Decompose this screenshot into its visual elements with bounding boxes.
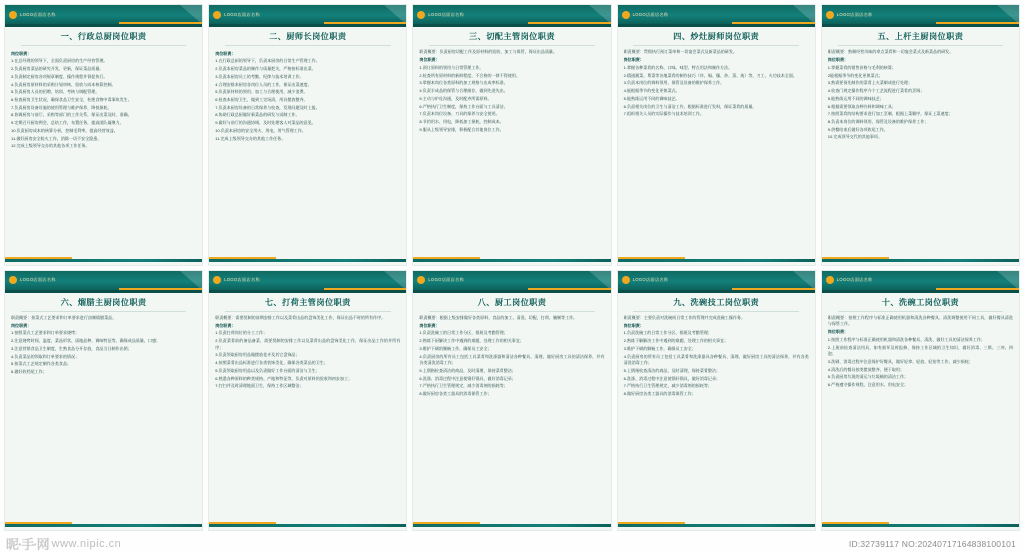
card-body xyxy=(618,49,815,253)
watermark-logo: 昵·手·网 xyxy=(6,537,49,552)
body-line: 2.上班前检查清洁用具，如有损坏及时报修，保持工作区域的卫生知识，做好消毒、三斯、三冲、四泡； xyxy=(827,344,1013,357)
title-divider xyxy=(225,311,391,312)
body-line: 岗位职责： xyxy=(623,57,644,63)
title-divider xyxy=(225,45,391,46)
footer-bar xyxy=(209,259,406,262)
poster-card xyxy=(208,4,407,266)
body-line: 6.负责相关岗位的卫生与清洁工作，根据标准进行发料，保证菜肴的质量。 xyxy=(623,103,757,109)
card-body xyxy=(209,49,406,253)
body-line: 5.主动与炉灶沟通，及时配齐所需原料。 xyxy=(419,95,492,101)
body-line: 岗位职责： xyxy=(827,57,849,63)
body-line: 3.负责本岗位的调料领用、保管及设备的维护保养工作。 xyxy=(623,80,725,86)
logo-label: LOGO店面店名称 xyxy=(224,11,260,17)
body-line: 11.做好厨房安全防火工作，消除一切不安全隐患。 xyxy=(11,135,102,141)
footer-bar xyxy=(822,259,1019,262)
body-line: 1.预订原料的领用与日常管理工作。 xyxy=(419,64,484,70)
logo-dot-icon xyxy=(9,276,17,284)
body-line: 5.负责领取厨房用品以及负责做好工作台面的清洁与卫生； xyxy=(215,367,320,373)
card-title: 六、熘腊主厨岗位职责 xyxy=(60,297,147,307)
footer-bar xyxy=(822,524,1019,527)
card-title: 五、上杆主厨岗位职责 xyxy=(877,32,964,41)
card-footer-decor xyxy=(618,253,815,265)
body-line: 2.检查所有原材料的新鲜程度，不合格的一律不得使用。 xyxy=(419,72,520,78)
body-line: 职责概要：按菜式工艺要求和订单要求进行卤制熘腊菜品。 xyxy=(11,314,117,320)
body-line: 10.负责厨房成本的核算分析，控制毛利率，提高经营效益。 xyxy=(11,127,118,133)
card-title: 一、行政总厨岗位职责 xyxy=(60,32,147,41)
body-line: 3.掌握本岗位各类原料的加工规格与出成率标准。 xyxy=(419,80,508,86)
logo-dot-icon xyxy=(622,276,630,284)
footer-bar xyxy=(5,259,202,262)
body-line: 9.服从上级领导安排，积极配合其他岗位工作。 xyxy=(419,126,504,132)
poster-card xyxy=(821,270,1020,532)
accent-strip xyxy=(936,288,1019,290)
footer-bar xyxy=(413,259,610,262)
title-divider xyxy=(429,45,595,46)
accent-strip xyxy=(936,22,1019,24)
body-line: 1.负责打荷岗位的分工工作； xyxy=(215,330,268,336)
title-divider xyxy=(633,311,799,312)
body-line: 3.负责领取厨房用品做摆放花卉及其它盘饰品； xyxy=(215,352,300,358)
body-line: 1.按照菜式工艺要求和订单要求烧烤； xyxy=(11,330,80,336)
body-line: 5.负责厨房垃圾的清运与垃圾桶的清洁工作； xyxy=(827,374,909,380)
body-line: 4.清洗后的餐具按类摆放整齐，便于取用； xyxy=(827,366,905,372)
accent-strip xyxy=(324,288,407,290)
logo-label: LOGO店面店名称 xyxy=(632,11,669,17)
card-body xyxy=(5,49,202,253)
body-line: 7.负责本厨房设备的日常保养与检查，发现问题及时上报。 xyxy=(215,104,320,110)
card-body xyxy=(413,315,610,519)
body-line: 职责概要：根据上级安排做好各类原料、食品的加工、清洗、切配、打荷、腌制等工作。 xyxy=(419,314,578,320)
body-line: 7.严格执行卫生管理规定，减少消毒剂的损耗等； xyxy=(419,383,508,389)
body-line: 职责概要：贯彻执行预订菜单和一切宴会菜式及新菜品的研发。 xyxy=(623,49,737,54)
body-line: 7.打扫并及时清理地面卫生，保持工作区域整洁； xyxy=(215,383,304,389)
body-line: 6.检查厨房卫生状况，确保食品卫生安全，杜绝食物中毒事故发生。 xyxy=(11,97,132,102)
card-title: 十、洗碗工岗位职责 xyxy=(881,297,960,307)
poster-card xyxy=(4,4,203,266)
card-title: 二、厨师长岗位职责 xyxy=(269,32,347,41)
poster-card xyxy=(412,4,611,266)
poster-card xyxy=(821,4,1020,266)
logo-dot-icon xyxy=(826,276,834,284)
body-line: 7.按照菜肴的结构要求进行加工烹制，根据上菜顺序，保证上菜速度； xyxy=(827,111,953,117)
card-footer-decor xyxy=(5,518,202,530)
body-line: 7.组织相关人员的实际操作与技术培训工作。 xyxy=(623,111,704,117)
logo-dot-icon xyxy=(213,11,221,19)
body-line: 岗位职责： xyxy=(11,50,32,56)
body-line: 6.洗涤、消毒过程中注意使锅好锅具，做好消毒记录； xyxy=(419,375,516,381)
card-title: 七、打荷主管岗位职责 xyxy=(264,297,351,307)
body-line: 岗位职责： xyxy=(419,322,440,328)
body-line: 4.能根据季节的变化更换菜式。 xyxy=(623,88,680,94)
card-body xyxy=(822,49,1019,253)
body-line: 职责概要：负责厨房切配工作及原材料的验收、加工与保管，保证出品质量。 xyxy=(419,49,557,54)
footer-bar xyxy=(618,259,815,262)
body-line: 4.负责半成品的保管与合理储存，做到先进先出。 xyxy=(419,88,508,94)
accent-strip xyxy=(732,288,815,290)
card-body xyxy=(413,49,610,253)
body-line: 4.负责厨房原材料的采购计划审核、验收与成本核算控制。 xyxy=(11,81,116,87)
body-line: 3.熟需要预先制作的菜肴上火菜制成进行处理； xyxy=(827,80,913,86)
logo-label: LOGO店面店名称 xyxy=(428,277,465,282)
title-divider xyxy=(429,311,595,312)
body-line: 5.负责原材料的领用、加工与合理使用，减少浪费。 xyxy=(215,89,308,95)
logo-label: LOGO店面店名称 xyxy=(20,11,56,17)
body-line: 2.负责本厨房菜品的制作与质量把关，严格按标准出菜。 xyxy=(215,66,316,72)
card-footer-decor xyxy=(822,518,1019,530)
card-footer-decor xyxy=(5,253,202,265)
body-line: 2.熟练下厨解决工作中遇到的难题，处理工作的相关事宜； xyxy=(419,338,524,344)
body-line: 6.熟悉各种原料的种类规格、产地和特征等，负责对原料的验收和初步加工； xyxy=(215,375,353,381)
accent-strip xyxy=(119,288,202,290)
body-line: 职责概要：需要契制的前期安排工作以及菜肴出品的盘饰美化工作，保证出品不时的所有作序。 xyxy=(215,314,386,320)
accent-strip xyxy=(119,22,202,24)
poster-card xyxy=(617,4,816,266)
logo-dot-icon xyxy=(417,276,425,284)
title-divider xyxy=(21,45,187,46)
card-title: 八、厨工岗位职责 xyxy=(477,297,547,307)
body-line: 8.协调厨房与前厅、采购等部门的工作关系，保证出菜及时、准确。 xyxy=(11,112,132,118)
body-line: 2.精通湘菜、粤菜等各地菜肴的制作技巧（炸、焖、爆、炒、蒸、炖）等，刀工、火功技术全面。 xyxy=(623,72,797,78)
title-divider xyxy=(838,45,1004,46)
body-line: 1.按照工作程序与标准正确使用机器和清洗各种餐具、清洗、做好工具的清洁保养工作； xyxy=(827,336,985,342)
body-line: 9.定期召开厨房例会，总结工作，布置任务，提高团队凝聚力。 xyxy=(11,120,124,126)
body-line: 4.负责菜品的领取和订单要求的情况； xyxy=(11,353,80,359)
card-footer-decor xyxy=(822,253,1019,265)
body-line: 职责概要：按照工作程序与标准正确使用机器和清洗各种餐具、清洗调整使用不同工具，做好餐具清洗与保管工作。 xyxy=(827,314,1013,327)
body-line: 8.协助行政总厨做好新菜品的研发与试制工作。 xyxy=(215,112,300,118)
body-line: 8.负责本岗位的调料领用、保管及设备的维护保养工作； xyxy=(827,119,929,125)
body-line: 9.做好与前厅的沟通协调，及时处理客人对菜品的意见。 xyxy=(215,120,316,126)
body-line: 9.供餐结束后做好各项收尾工作。 xyxy=(827,126,888,132)
body-line: 12.完成上级领导交办的其他各项工作任务。 xyxy=(11,143,90,149)
body-line: 3.洗刷、消毒过程中注意保护好餐具，做好轻拿、轻放、轻抬等工作，减少损耗； xyxy=(827,358,973,364)
body-line: 8.节约用水、用电，降低加工损耗，控制成本。 xyxy=(419,119,504,125)
card-footer-decor xyxy=(209,253,406,265)
watermark-url: www.nipic.cn xyxy=(51,538,122,550)
accent-strip xyxy=(528,288,611,290)
logo-dot-icon xyxy=(826,11,834,19)
body-line: 6.洗涤、消毒过程中注意使锅好锅具，做好消毒记录； xyxy=(623,375,721,381)
body-line: 6.检查本厨房卫生，做到工完场清，用具摆放整齐。 xyxy=(215,97,308,102)
watermark-id: ID:32739117 NO:20240717164838100101 xyxy=(848,539,1016,549)
logo-label: LOGO店面店名称 xyxy=(428,11,465,17)
body-line: 职责概要：主要负责对洗碗间日常工作的管理并完成洗碗工操作务。 xyxy=(623,314,746,320)
footer-bar xyxy=(618,524,815,527)
body-line: 6.做好收档尾工作； xyxy=(11,369,47,375)
body-line: 5.能熟练运用不同的调味技艺。 xyxy=(623,95,680,101)
body-line: 3.注意营销食品卫生制度，生熟食品分开存放，食品当日制作出销； xyxy=(11,345,132,351)
card-footer-decor xyxy=(618,518,815,530)
poster-card xyxy=(4,270,203,532)
body-line: 3.维护下刷的顺畅工作，确保员工安全； xyxy=(623,345,696,351)
body-line: 7.负责本岗位设备、刀具的保养与安全使用。 xyxy=(419,111,500,117)
logo-label: LOGO店面店名称 xyxy=(632,277,669,282)
body-line: 岗位职责： xyxy=(419,57,440,63)
body-line: 10.完成领导交代的其他事项。 xyxy=(827,134,882,140)
card-footer-decor xyxy=(413,253,610,265)
body-line: 岗位职责： xyxy=(11,322,32,328)
body-line: 1.掌握菜肴的销售价格与毛利的核算； xyxy=(827,64,896,70)
body-line: 6.根据需要领取各种冷料和调味工具； xyxy=(827,103,896,109)
body-line: 5.按菜式工艺规定制作各类食品； xyxy=(11,361,72,367)
body-line: 3.负责制定厨房各项规章制度、操作规程并督促执行。 xyxy=(11,73,108,79)
body-line: 5.负责厨房人员的招聘、培训、考核与调配管理。 xyxy=(11,89,100,95)
poster-card xyxy=(412,270,611,532)
logo-label: LOGO店面店名称 xyxy=(20,277,56,282)
poster-card xyxy=(208,270,407,532)
footer-bar xyxy=(209,524,406,527)
body-line: 4.按照菜肴出品标准进行各类装饰美化，确保各类菜品的卫生； xyxy=(215,360,328,366)
footer-bar xyxy=(413,524,610,527)
body-line: 1.负责洗碗工的日常工作分区，排班及考勤管理； xyxy=(419,330,508,336)
footer-bar xyxy=(5,524,202,527)
body-line: 岗位职责： xyxy=(623,322,644,328)
logo-label: LOGO店面店名称 xyxy=(836,11,873,17)
body-line: 岗位职责： xyxy=(827,329,849,335)
logo-label: LOGO店面店名称 xyxy=(836,277,873,282)
body-line: 3.维护下刷的顺畅工作，确保员工安全； xyxy=(419,345,492,351)
body-line: 7.严格执行卫生管理规定，减少消毒剂的损耗等； xyxy=(623,383,712,389)
card-footer-decor xyxy=(209,518,406,530)
body-line: 1.在总经理的领导下，全面负责厨房的生产经营管理。 xyxy=(11,58,108,64)
title-divider xyxy=(21,311,187,312)
title-divider xyxy=(633,45,799,46)
body-line: 1.在行政总厨的领导下，负责本厨房的日常生产管理工作。 xyxy=(215,58,320,64)
body-line: 1.负责洗碗工的日常工作分区、排班及考勤管理； xyxy=(623,330,712,336)
card-title: 九、洗碗技工岗位职责 xyxy=(673,297,760,307)
logo-dot-icon xyxy=(622,11,630,19)
body-line: 2.负责厨房菜品的研究开发、更新，保证菜品质量。 xyxy=(11,66,104,72)
card-body xyxy=(5,315,202,519)
logo-label: LOGO店面店名称 xyxy=(224,277,260,282)
card-title: 三、切配主管岗位职责 xyxy=(469,32,555,41)
logo-dot-icon xyxy=(213,276,221,284)
body-line: 10.负责本厨房的安全用火、用电、用气管理工作。 xyxy=(215,127,306,133)
card-body xyxy=(209,315,406,519)
accent-strip xyxy=(732,22,815,24)
body-line: 4.负责厨房的所有员工包括工具菜肴和洗涤器具各种餐具、清理、做好厨房工具的清洁保养，并有各类清洗消毒工作； xyxy=(623,353,809,366)
body-line: 5.能熟练运用不同的调味技艺； xyxy=(827,95,884,101)
accent-strip xyxy=(528,22,611,24)
body-line: 2.注意烧烤时间、温度、菜品形状、质地品种、调味特征等，确保成品质量，口感； xyxy=(11,338,161,344)
body-line: 8.做好厨房各类工器具的消毒保管工作； xyxy=(419,391,492,397)
body-line: 5.上锅指检查清洁的商品，及时清理，保持菜肴整洁； xyxy=(419,367,516,373)
body-line: 4.负责厨房的所有员工包括工具菜肴和洗涤器和清洁各种餐具、清理、做好厨房工具的清洁保养，并有各类清洗消毒工作； xyxy=(419,353,605,366)
body-line: 6.严格遵守操作规程，注意用水、用电安全； xyxy=(827,382,909,388)
card-footer-decor xyxy=(413,518,610,530)
body-line: 1.掌握各种菜肴的名称、口味、味型、特点用法和制作方法。 xyxy=(623,64,733,70)
poster-card xyxy=(617,270,816,532)
logo-dot-icon xyxy=(9,11,17,19)
watermark xyxy=(6,538,121,551)
body-line: 职责概要：熟制经营风味的拿点菜肴和一切宴会菜式及新菜品的研发。 xyxy=(827,49,954,54)
body-line: 2.负责菜肴前的备品备菜、需要契制的安排工作以及菜肴出品的盘饰美化工作，保证出品工作的并所有序； xyxy=(215,338,401,350)
body-line: 6.严格执行卫生制度，保持工作台面与工具清洁。 xyxy=(419,103,508,109)
accent-strip xyxy=(324,22,407,24)
card-body xyxy=(822,315,1019,519)
body-line: 3.负责本厨房员工的考勤、纪律与技术培训工作。 xyxy=(215,73,304,79)
title-divider xyxy=(838,311,1004,312)
body-line: 8.做好厨房各类工器具的消毒保管工作； xyxy=(623,391,696,397)
body-line: 4.检查门规定操作程序介个工艺流程进行菜肴的烹调； xyxy=(827,88,925,94)
body-line: 岗位职责： xyxy=(215,322,236,328)
card-body xyxy=(618,315,815,519)
body-line: 岗位职责： xyxy=(215,50,236,56)
body-line: 11.完成上级领导交办的其他工作任务。 xyxy=(215,135,286,141)
body-line: 2能根据季节的变化更换菜式； xyxy=(827,72,883,78)
card-title: 四、炒灶厨师岗位职责 xyxy=(673,32,760,41)
body-line: 7.负责厨房设备设施的使用管理与维护保养，降低损耗。 xyxy=(11,104,112,110)
body-line: 4.合理安排本厨房各岗位人员的工作，保证出菜速度。 xyxy=(215,81,312,87)
logo-dot-icon xyxy=(417,11,425,19)
body-line: 5.上锅指检查清洁的商品，及时清理，保持菜肴整洁； xyxy=(623,367,721,373)
body-line: 2.熟练下解解决工作中遇到的难题，处理工作的相关事宜； xyxy=(623,338,729,344)
